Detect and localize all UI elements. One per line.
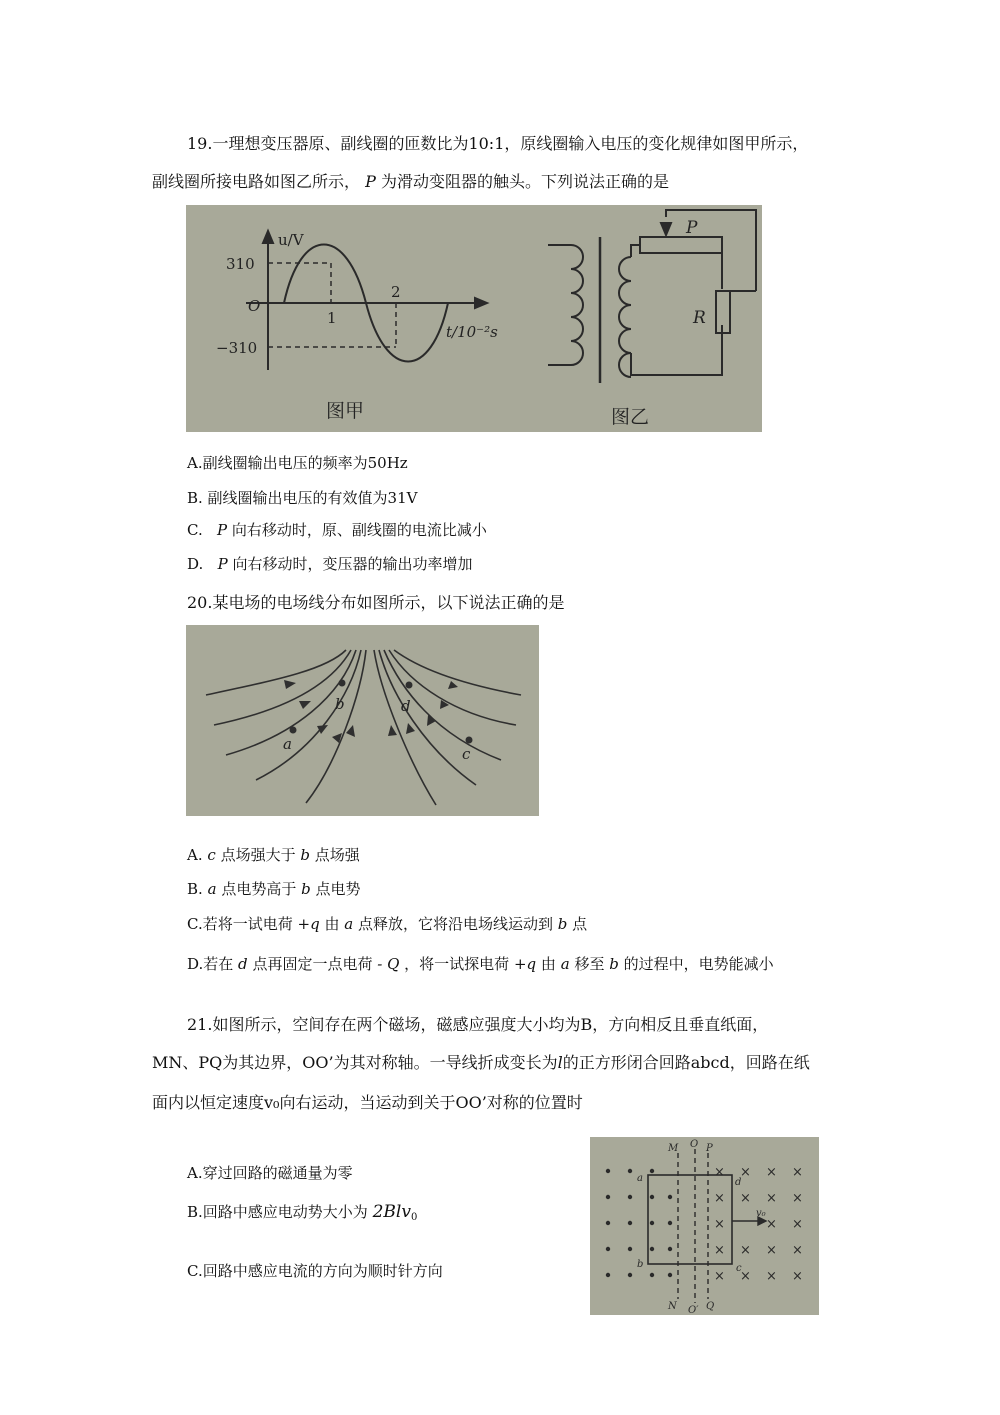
secondary-coil xyxy=(619,257,631,377)
q20-option-d-text1: 点再固定一点电荷 xyxy=(252,955,373,973)
q21-option-b xyxy=(187,1202,417,1228)
q19-option-c-prefix: C. xyxy=(187,521,203,539)
cross: × xyxy=(714,1217,725,1232)
cross: × xyxy=(792,1269,803,1284)
t-axis-arrow xyxy=(475,298,487,308)
cross: × xyxy=(714,1243,725,1258)
magnetic-field-diagram xyxy=(590,1137,819,1315)
q21-figure xyxy=(590,1137,819,1315)
cross: × xyxy=(792,1243,803,1258)
q20-option-a xyxy=(187,845,360,865)
label-o: O xyxy=(690,1139,699,1150)
dot xyxy=(606,1195,610,1199)
label-n: N xyxy=(668,1301,677,1312)
q20-option-d-var3: b xyxy=(609,955,619,973)
q20-option-b xyxy=(187,879,361,899)
label-p: P xyxy=(686,218,698,238)
primary-coil xyxy=(548,245,583,365)
arrowhead-5 xyxy=(346,725,355,737)
field-line-5 xyxy=(306,650,366,803)
q21-option-a: A.穿过回路的磁通量为零 xyxy=(187,1164,353,1182)
rheostat xyxy=(640,237,722,253)
q20-option-d-charge1: - Q xyxy=(377,955,400,973)
dot xyxy=(606,1169,610,1173)
arrowhead-10 xyxy=(448,681,458,689)
axis-t-label: t/10⁻²s xyxy=(446,323,498,341)
point-a xyxy=(290,727,297,734)
label-b: b xyxy=(637,1259,644,1270)
q19-option-b: B. 副线圈输出电压的有效值为31V xyxy=(187,489,418,507)
label-o-prime: O′ xyxy=(688,1305,699,1315)
dot xyxy=(668,1273,672,1277)
label-a: a xyxy=(283,735,292,753)
origin-label: O xyxy=(248,297,261,315)
cross: × xyxy=(714,1165,725,1180)
cross: × xyxy=(714,1269,725,1284)
u-axis-arrow xyxy=(263,231,273,243)
label-a: a xyxy=(637,1173,643,1184)
q20-option-c-var2: b xyxy=(557,915,568,933)
q19-option-c xyxy=(187,520,487,540)
cross: × xyxy=(714,1191,725,1206)
dot xyxy=(650,1221,654,1225)
q19-line2 xyxy=(152,172,669,192)
dot xyxy=(606,1247,610,1251)
cross: × xyxy=(740,1269,751,1284)
q19-option-d-prefix: D. xyxy=(187,555,204,573)
q20-option-b-text1: 点电势高于 xyxy=(221,880,297,898)
tick-2: 2 xyxy=(391,283,401,301)
label-d: d xyxy=(735,1177,742,1188)
q20-option-b-prefix: B. xyxy=(187,880,203,898)
q20-option-b-var2: b xyxy=(301,880,311,898)
dot xyxy=(668,1247,672,1251)
dot xyxy=(668,1221,672,1225)
q20-line1: 20.某电场的电场线分布如图所示，以下说法正确的是 xyxy=(187,593,565,612)
q19-option-d xyxy=(187,554,472,574)
q21-line2 xyxy=(152,1053,810,1073)
q21-option-b-formula: 2Blv xyxy=(372,1202,411,1222)
cross: × xyxy=(740,1165,751,1180)
q20-option-c-var1: a xyxy=(344,915,354,933)
cross: × xyxy=(792,1191,803,1206)
dot xyxy=(650,1195,654,1199)
q20-option-d-charge2: +q xyxy=(513,955,537,973)
dot xyxy=(628,1247,632,1251)
arrowhead-1 xyxy=(284,680,296,689)
dot xyxy=(606,1273,610,1277)
q21-line1: 21.如图所示，空间存在两个磁场，磁感应强度大小均为B，方向相反且垂直纸面， xyxy=(187,1015,769,1034)
label-q: Q xyxy=(706,1301,715,1312)
arrowhead-6 xyxy=(388,725,397,736)
q20-option-d xyxy=(187,954,774,974)
tick-310: 310 xyxy=(226,255,255,273)
q20-option-c-text1: 由 xyxy=(324,915,340,933)
label-c: c xyxy=(736,1263,742,1274)
q20-option-d-text3: 由 xyxy=(540,955,556,973)
label-c: c xyxy=(462,745,471,763)
dot xyxy=(650,1247,654,1251)
dot xyxy=(650,1273,654,1277)
cross: × xyxy=(766,1243,777,1258)
q20-option-b-var1: a xyxy=(207,880,217,898)
q20-option-d-var2: a xyxy=(560,955,570,973)
q20-option-a-text1: 点场强大于 xyxy=(220,846,296,864)
tick-neg310: −310 xyxy=(216,339,258,357)
arrowhead-7 xyxy=(406,723,415,734)
rheostat-slider xyxy=(666,210,756,245)
q19-figure xyxy=(186,205,762,432)
resistor-wire xyxy=(730,245,756,291)
caption-yi: 图乙 xyxy=(611,406,650,428)
q21-line2-var-l: l xyxy=(557,1053,563,1072)
label-m: M xyxy=(668,1143,679,1154)
q20-option-c xyxy=(187,914,587,934)
field-line-1 xyxy=(206,650,346,695)
label-r: R xyxy=(693,308,706,328)
q19-option-d-var: P xyxy=(217,555,228,573)
point-b xyxy=(339,680,346,687)
transformer-diagram xyxy=(186,205,762,432)
q19-line1: 19.一理想变压器原、副线圈的匝数比为10:1，原线圈输入电压的变化规律如图甲所示， xyxy=(187,134,809,153)
q20-option-c-charge: +q xyxy=(297,915,320,933)
dot xyxy=(668,1195,672,1199)
q20-option-c-text3: 点 xyxy=(572,915,588,933)
cross: × xyxy=(766,1269,777,1284)
cross: × xyxy=(740,1243,751,1258)
q20-option-d-text2: ，将一试探电荷 xyxy=(404,955,510,973)
q20-option-d-text4: 移至 xyxy=(574,955,605,973)
caption-jia: 图甲 xyxy=(326,400,365,422)
point-c xyxy=(466,737,473,744)
q19-option-c-text: 向右移动时，原、副线圈的电流比减小 xyxy=(231,521,487,539)
q21-option-b-subscript: 0 xyxy=(410,1212,418,1223)
dot xyxy=(650,1169,654,1173)
arrowhead-3 xyxy=(317,725,328,734)
q20-figure xyxy=(186,625,539,816)
q21-option-b-text: B.回路中感应电动势大小为 xyxy=(187,1203,368,1221)
q20-option-c-prefix: C.若将一试电荷 xyxy=(187,915,293,933)
label-p: P xyxy=(706,1143,713,1154)
secondary-circuit-wire xyxy=(631,245,722,375)
dot xyxy=(628,1195,632,1199)
q21-option-c: C.回路中感应电流的方向为顺时针方向 xyxy=(187,1262,443,1280)
slider-arrow xyxy=(661,223,671,235)
q20-option-a-prefix: A. xyxy=(187,846,203,864)
q19-option-d-text: 向右移动时，变压器的输出功率增加 xyxy=(232,555,473,573)
electric-field-diagram xyxy=(186,625,539,816)
q20-option-c-text2: 点释放，它将沿电场线运动到 xyxy=(357,915,553,933)
dot xyxy=(628,1273,632,1277)
q20-option-a-var1: c xyxy=(207,846,216,864)
label-v0: v₀ xyxy=(756,1208,766,1219)
dot xyxy=(628,1169,632,1173)
q21-line2-text-b: 的正方形闭合回路abcd，回路在纸 xyxy=(562,1053,810,1072)
q19-option-c-var: P xyxy=(217,521,228,539)
q21-line2-text-a: MN、PQ为其边界，OO’为其对称轴。一导线折成变长为 xyxy=(152,1053,558,1072)
tick-1: 1 xyxy=(327,309,337,327)
dot xyxy=(606,1221,610,1225)
q19-option-a: A.副线圈输出电压的频率为50Hz xyxy=(187,454,408,472)
dot xyxy=(628,1221,632,1225)
cross: × xyxy=(792,1165,803,1180)
cross: × xyxy=(766,1191,777,1206)
q20-option-b-text2: 点电势 xyxy=(315,880,361,898)
label-b: b xyxy=(335,695,345,713)
q20-option-d-text5: 的过程中，电势能减小 xyxy=(623,955,774,973)
cross: × xyxy=(792,1217,803,1232)
q19-line2-text-b: 为滑动变阻器的触头。下列说法正确的是 xyxy=(380,172,669,191)
field-line-10 xyxy=(394,650,521,695)
axis-u-label: u/V xyxy=(278,231,304,249)
q19-line2-var-p: P xyxy=(365,172,376,191)
q21-line3: 面内以恒定速度v₀向右运动，当运动到关于OO’对称的位置时 xyxy=(152,1093,583,1112)
q20-option-a-text2: 点场强 xyxy=(314,846,360,864)
field-line-6 xyxy=(374,650,436,805)
q20-option-d-var1: d xyxy=(238,955,248,973)
cross: × xyxy=(766,1165,777,1180)
cross: × xyxy=(740,1191,751,1206)
q20-option-d-prefix: D.若在 xyxy=(187,955,234,973)
arrowhead-2 xyxy=(299,701,311,709)
label-d: d xyxy=(401,697,411,715)
point-d xyxy=(406,682,413,689)
cross: × xyxy=(766,1217,777,1232)
q20-option-a-var2: b xyxy=(300,846,310,864)
q19-line2-text-a: 副线圈所接电路如图乙所示， xyxy=(152,172,361,191)
